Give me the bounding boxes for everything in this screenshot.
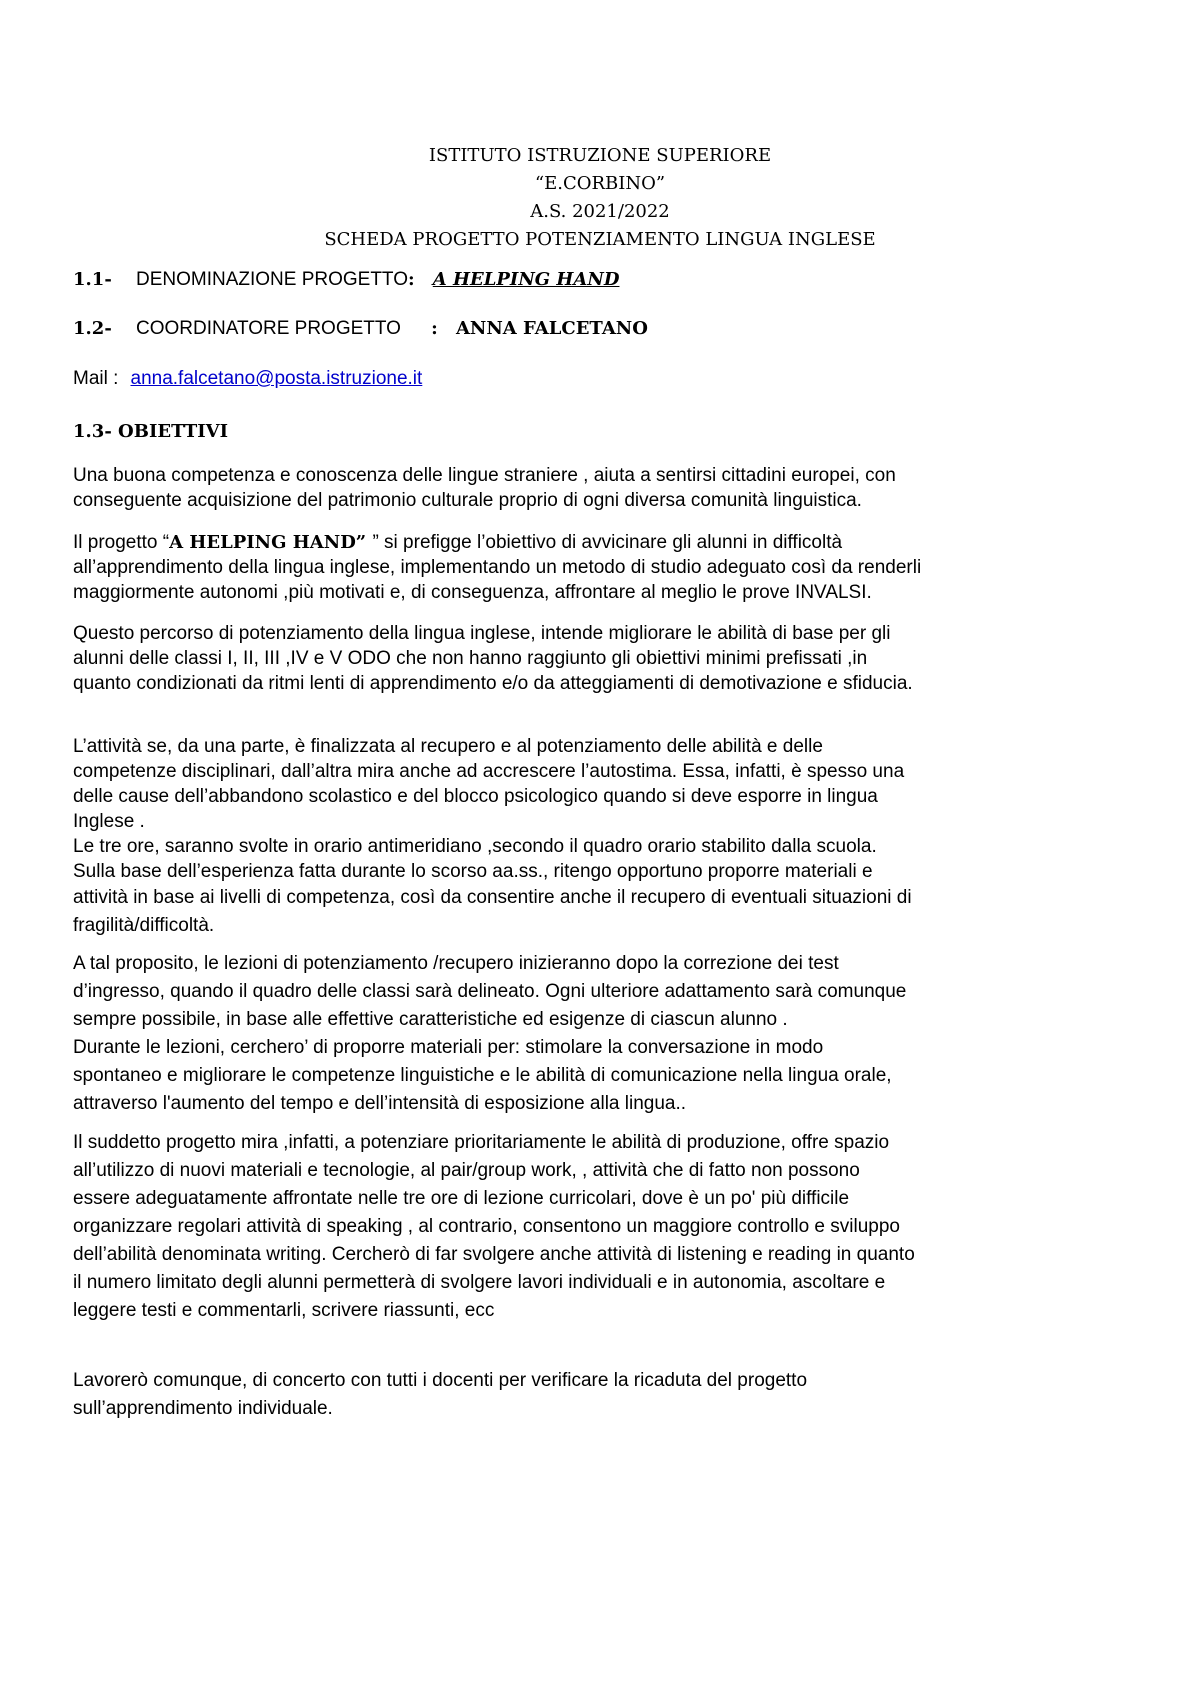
paragraph-line: alunni delle classi I, II, III ,IV e V ODO che non hanno raggiunto gli obiettivi minimi prefissati ,in	[73, 648, 868, 669]
school-year: A.S. 2021/2022	[530, 201, 670, 222]
paragraph-line: fragilità/difficoltà.	[73, 915, 215, 936]
paragraph-line	[73, 530, 1133, 555]
paragraph-line: d’ingresso, quando il quadro delle classi sarà delineato. Ogni ulteriore adattamento sarà comunque	[73, 981, 907, 1002]
paragraph-line: Una buona competenza e conoscenza delle lingue straniere , aiuta a sentirsi cittadini europei, con	[73, 465, 896, 486]
coordinator-name: ANNA FALCETANO	[455, 318, 648, 339]
document-title: SCHEDA PROGETTO POTENZIAMENTO LINGUA INGLESE	[324, 229, 876, 250]
objectives-title: 1.3- OBIETTIVI	[73, 421, 229, 442]
paragraph-line: spontaneo e migliorare le competenze linguistiche e le abilità di comunicazione nella lingua orale,	[73, 1065, 892, 1086]
section-number: 1.1-	[73, 269, 112, 290]
paragraph-line: all’utilizzo di nuovi materiali e tecnologie, al pair/group work, , attività che di fatto non possono	[73, 1160, 860, 1181]
paragraph-line: Durante le lezioni, cerchero’ di proporre materiali per: stimolare la conversazione in modo	[73, 1037, 824, 1058]
paragraph-line: il numero limitato degli alunni permetterà di svolgere lavori individuali e in autonomia, ascoltare e	[73, 1272, 886, 1293]
paragraph-activity	[73, 734, 1133, 940]
school-name: ISTITUTO ISTRUZIONE SUPERIORE	[428, 145, 772, 166]
text-span: Il progetto “	[73, 532, 170, 553]
paragraph-line: all’apprendimento della lingua inglese, implementando un metodo di studio adeguato così da renderli	[73, 557, 922, 578]
section-coordinator	[73, 315, 648, 342]
paragraph-line: Sulla base dell’esperienza fatta durante lo scorso aa.ss., ritengo opportuno proporre materiali e	[73, 861, 873, 882]
paragraph-line: Inglese .	[73, 811, 145, 832]
school-title: “E.CORBINO”	[534, 173, 666, 194]
paragraph-goals	[73, 1129, 1133, 1325]
section-label: COORDINATORE PROGETTO	[135, 318, 401, 339]
paragraph-intro	[73, 463, 1133, 513]
mail-link[interactable]: anna.falcetano@posta.istruzione.it	[130, 368, 423, 389]
project-name: A HELPING HAND	[432, 269, 620, 290]
paragraph-line: attività in base ai livelli di competenza, così da consentire anche il recupero di eventuali situazioni di	[73, 887, 912, 908]
paragraph-closing	[73, 1367, 1133, 1423]
paragraph-line: competenze disciplinari, dall’altra mira anche ad accrescere l’autostima. Essa, infatti, è spesso una	[73, 761, 905, 782]
section-separator: :	[431, 318, 438, 339]
mail-line	[73, 365, 422, 392]
paragraph-line: sull’apprendimento individuale.	[73, 1398, 333, 1419]
paragraph-line: sempre possibile, in base alle effettive caratteristiche ed esigenze di ciascun alunno .	[73, 1009, 788, 1030]
section-separator: :	[407, 269, 415, 290]
section-project-name	[73, 266, 619, 293]
paragraph-line: Le tre ore, saranno svolte in orario antimeridiano ,secondo il quadro orario stabilito dalla scuola.	[73, 836, 877, 857]
paragraph-line: A tal proposito, le lezioni di potenziamento /recupero inizieranno dopo la correzione dei test	[73, 953, 839, 974]
paragraph-line: maggiormente autonomi ,più motivati e, di conseguenza, affrontare al meglio le prove INVALSI.	[73, 582, 872, 603]
paragraph-course	[73, 621, 1133, 696]
paragraph-line: quanto condizionati da ritmi lenti di apprendimento e/o da atteggiamenti di demotivazione e sfiducia.	[73, 673, 913, 694]
paragraph-line: attraverso l'aumento del tempo e dell’intensità di esposizione alla lingua..	[73, 1093, 687, 1114]
paragraph-line: Lavorerò comunque, di concerto con tutti i docenti per verificare la ricaduta del progetto	[73, 1370, 808, 1391]
document-header	[0, 142, 1200, 254]
paragraph-line: organizzare regolari attività di speaking , al contrario, consentono un maggiore controllo e sviluppo	[73, 1216, 900, 1237]
section-objectives	[73, 418, 228, 445]
section-number: 1.2-	[73, 318, 112, 339]
paragraph-line: L’attività se, da una parte, è finalizzata al recupero e al potenziamento delle abilità e delle	[73, 736, 823, 757]
text-span: ” si prefigge l’obiettivo di avvicinare gli alunni in difficoltà	[372, 532, 843, 553]
paragraph-project	[73, 530, 1133, 605]
paragraph-line: essere adeguatamente affrontate nelle tre ore di lezione curricolari, dove è un po' più difficile	[73, 1188, 850, 1209]
paragraph-line: delle cause dell’abbandono scolastico e del blocco psicologico quando si deve esporre in lingua	[73, 786, 878, 807]
paragraph-line: conseguente acquisizione del patrimonio culturale proprio di ogni diversa comunità linguistica.	[73, 490, 862, 511]
project-name-inline: A HELPING HAND”	[169, 532, 373, 553]
mail-label: Mail :	[73, 368, 119, 389]
paragraph-line: dell’abilità denominata writing. Cercherò di far svolgere anche attività di listening e reading in quanto	[73, 1244, 915, 1265]
paragraph-line: Questo percorso di potenziamento della lingua inglese, intende migliorare le abilità di base per gli	[73, 623, 891, 644]
paragraph-line: leggere testi e commentarli, scrivere riassunti, ecc	[73, 1300, 495, 1321]
paragraph-lessons	[73, 950, 1133, 1118]
section-label: DENOMINAZIONE PROGETTO	[135, 269, 408, 290]
paragraph-line: Il suddetto progetto mira ,infatti, a potenziare prioritariamente le abilità di produzione, offre spazio	[73, 1132, 890, 1153]
